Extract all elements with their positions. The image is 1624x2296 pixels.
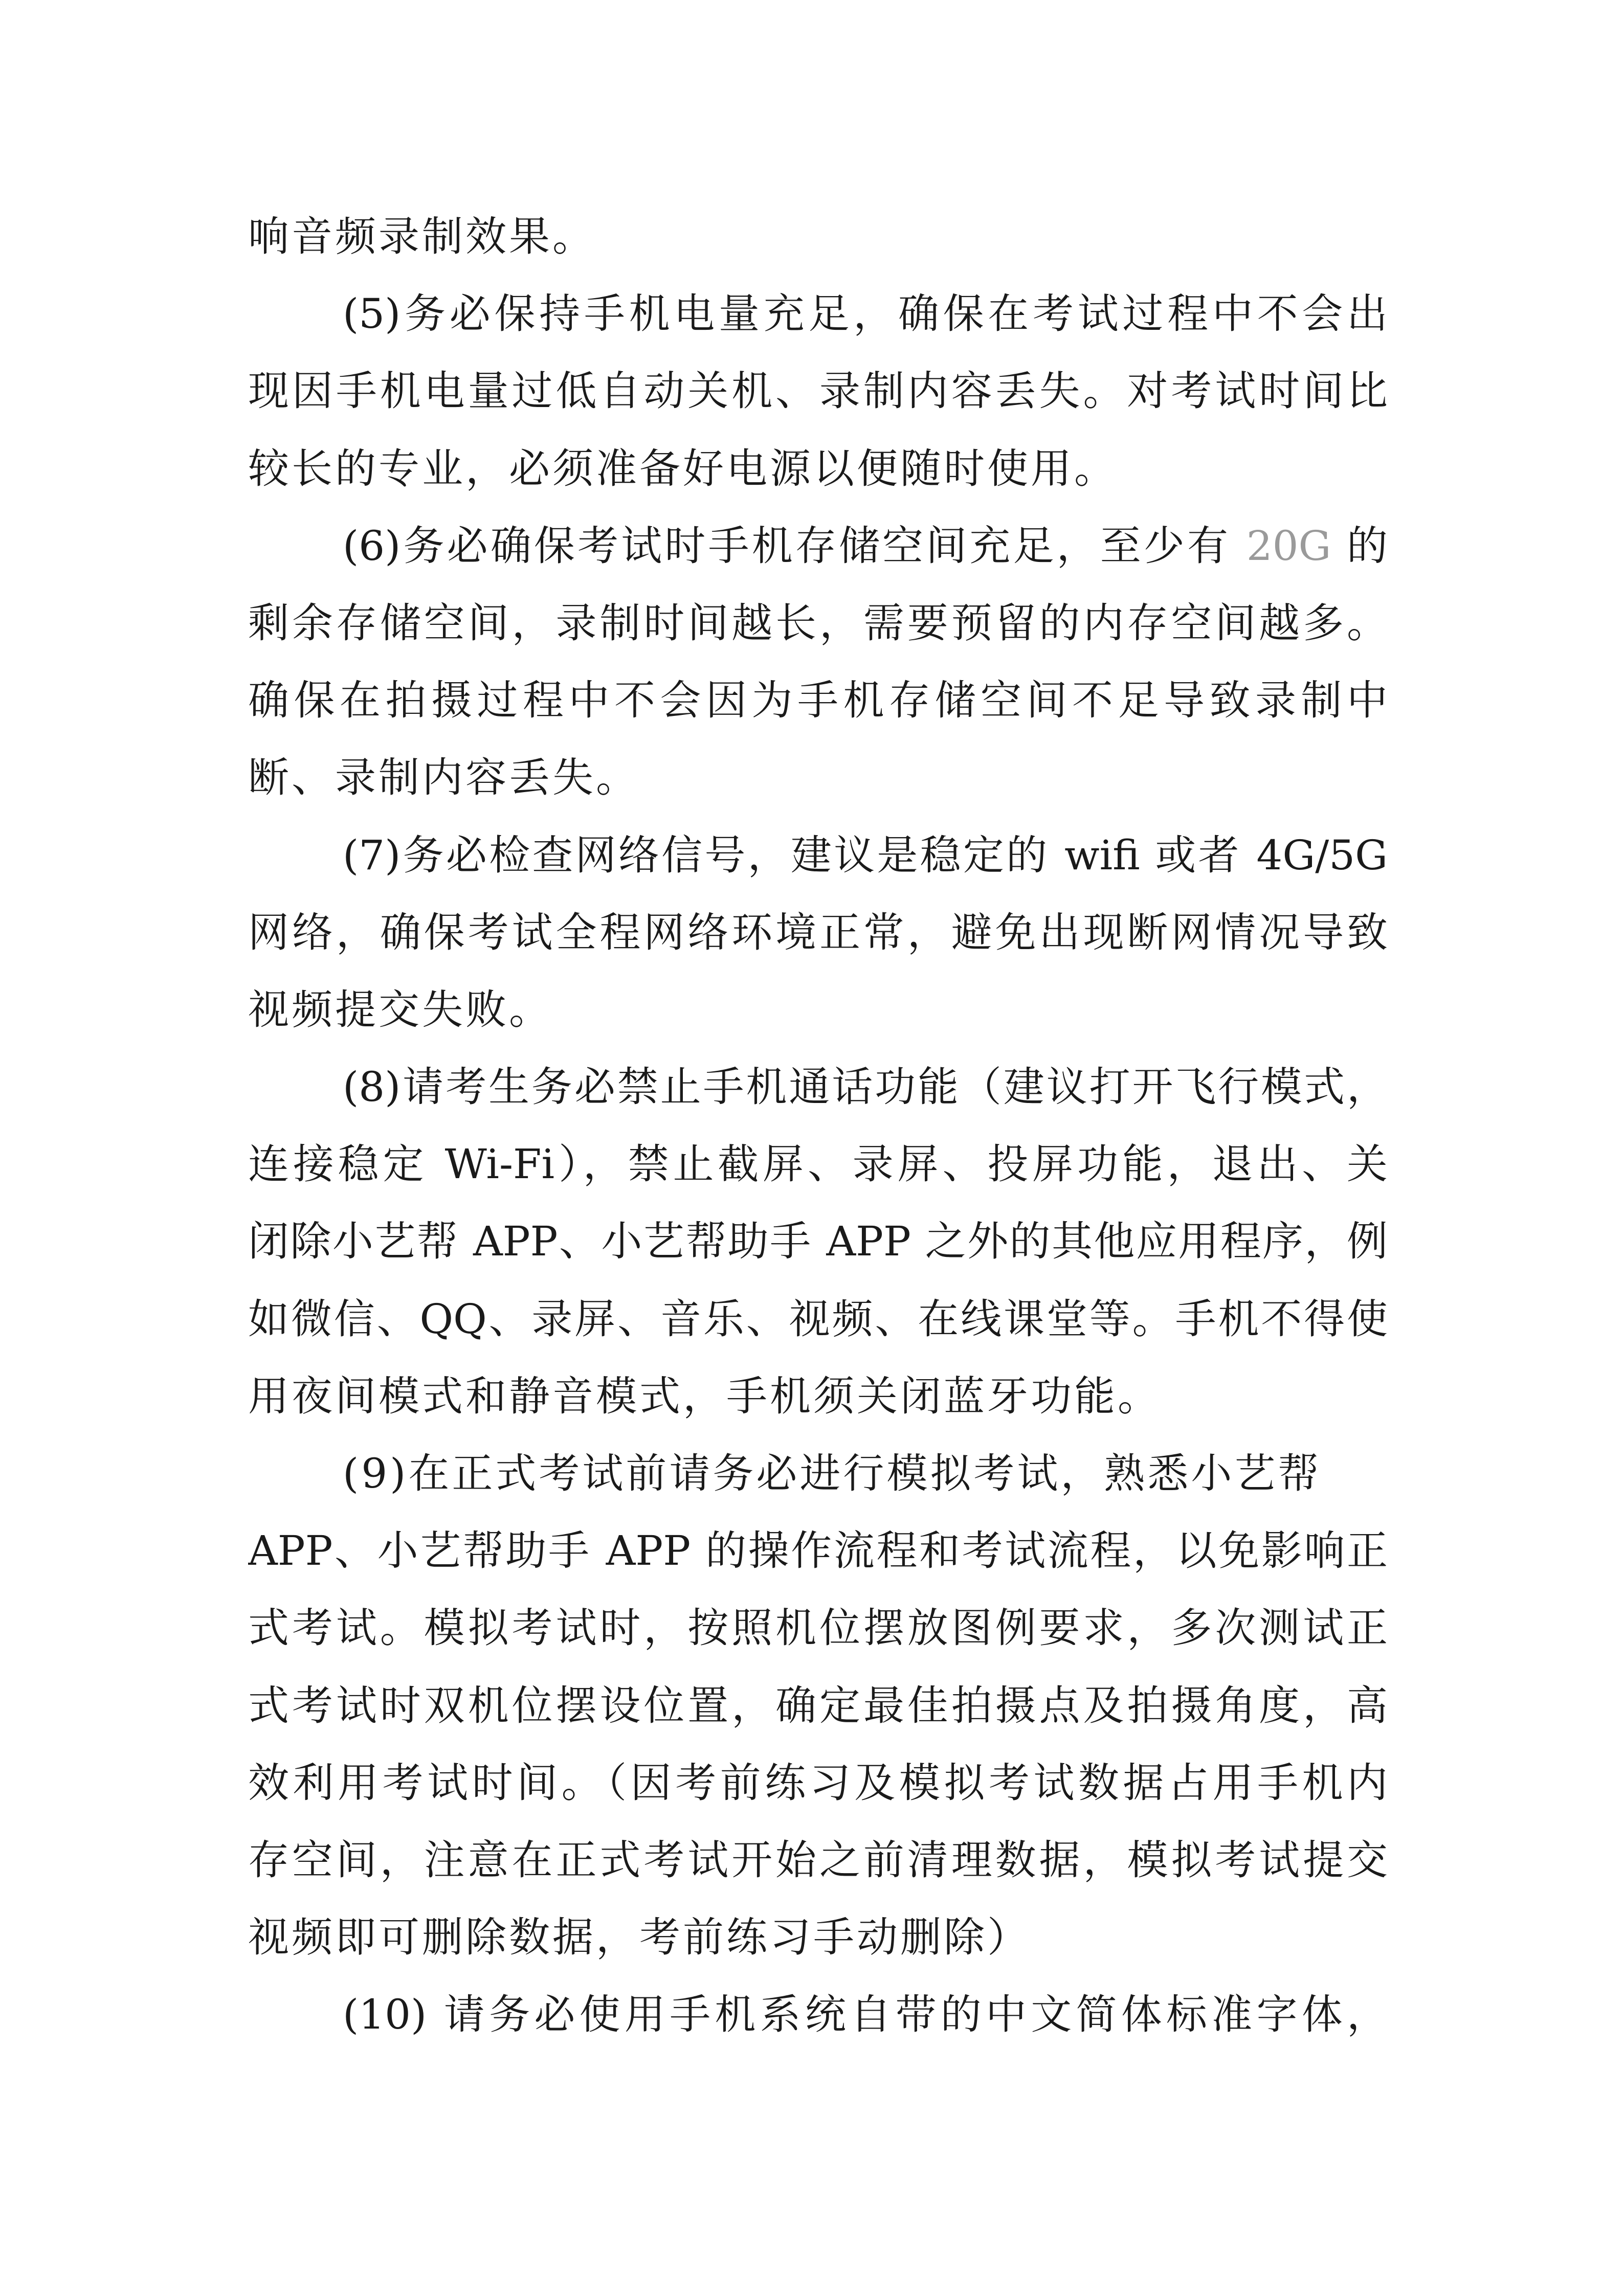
text-line: 用夜间模式和静音模式，手机须关闭蓝牙功能。 [248,1372,1161,1420]
paragraph-start-line: (9)在正式考试前请务必进行模拟考试，熟悉小艺帮 [343,1450,1322,1497]
document-body [248,198,1388,2054]
text-line: 连接稳定 Wi-Fi），禁止截屏、录屏、投屏功能，退出、关 [248,1140,1388,1188]
text-line: APP、小艺帮助手 APP 的操作流程和考试流程，以免影响正 [248,1527,1388,1575]
text-line: 确保在拍摄过程中不会因为手机存储空间不足导致录制中 [248,677,1388,725]
text-line: 闭除小艺帮 APP、小艺帮助手 APP 之外的其他应用程序，例 [248,1218,1388,1266]
text-line: 式考试时双机位摆设位置，确定最佳拍摄点及拍摄角度，高 [248,1681,1388,1729]
paragraph-start-line: (8)请考生务必禁止手机通话功能（建议打开飞行模式， [343,1063,1388,1111]
paragraph-start-line: (10) 请务必使用手机系统自带的中文简体标准字体， [343,1991,1388,2039]
text-line: 式考试。模拟考试时，按照机位摆放图例要求，多次测试正 [248,1604,1388,1652]
text-line: 网络，确保考试全程网络环境正常，避免出现断网情况导致 [248,908,1388,956]
text-line: 存空间，注意在正式考试开始之前清理数据，模拟考试提交 [248,1836,1388,1884]
text-line: 如微信、QQ、录屏、音乐、视频、在线课堂等。手机不得使 [248,1295,1388,1343]
text-line: 剩余存储空间，录制时间越长，需要预留的内存空间越多。 [248,599,1388,647]
paragraph-start-line: (7)务必检查网络信号，建议是稳定的 wifi 或者 4G/5G [343,831,1388,879]
paragraph-start-line: (5)务必保持手机电量充足，确保在考试过程中不会出 [343,290,1388,338]
text-line: 较长的专业，必须准备好电源以便随时使用。 [248,444,1118,492]
text-line: 视频提交失败。 [248,985,552,1033]
text-line: 断、录制内容丢失。 [248,754,639,802]
storage-size-text: 20G [1246,522,1331,570]
text-line: 视频即可删除数据，考前练习手动删除） [248,1914,1031,1962]
text-segment: 的 [1331,522,1388,570]
text-segment: (6)务必确保考试时手机存储空间充足，至少有 [343,522,1247,570]
paragraph-start-line [248,507,1388,584]
text-line: 现因手机电量过低自动关机、录制内容丢失。对考试时间比 [248,367,1388,415]
text-line: 响音频录制效果。 [248,213,596,260]
text-line: 效利用考试时间。（因考前练习及模拟考试数据占用手机内 [248,1759,1388,1807]
